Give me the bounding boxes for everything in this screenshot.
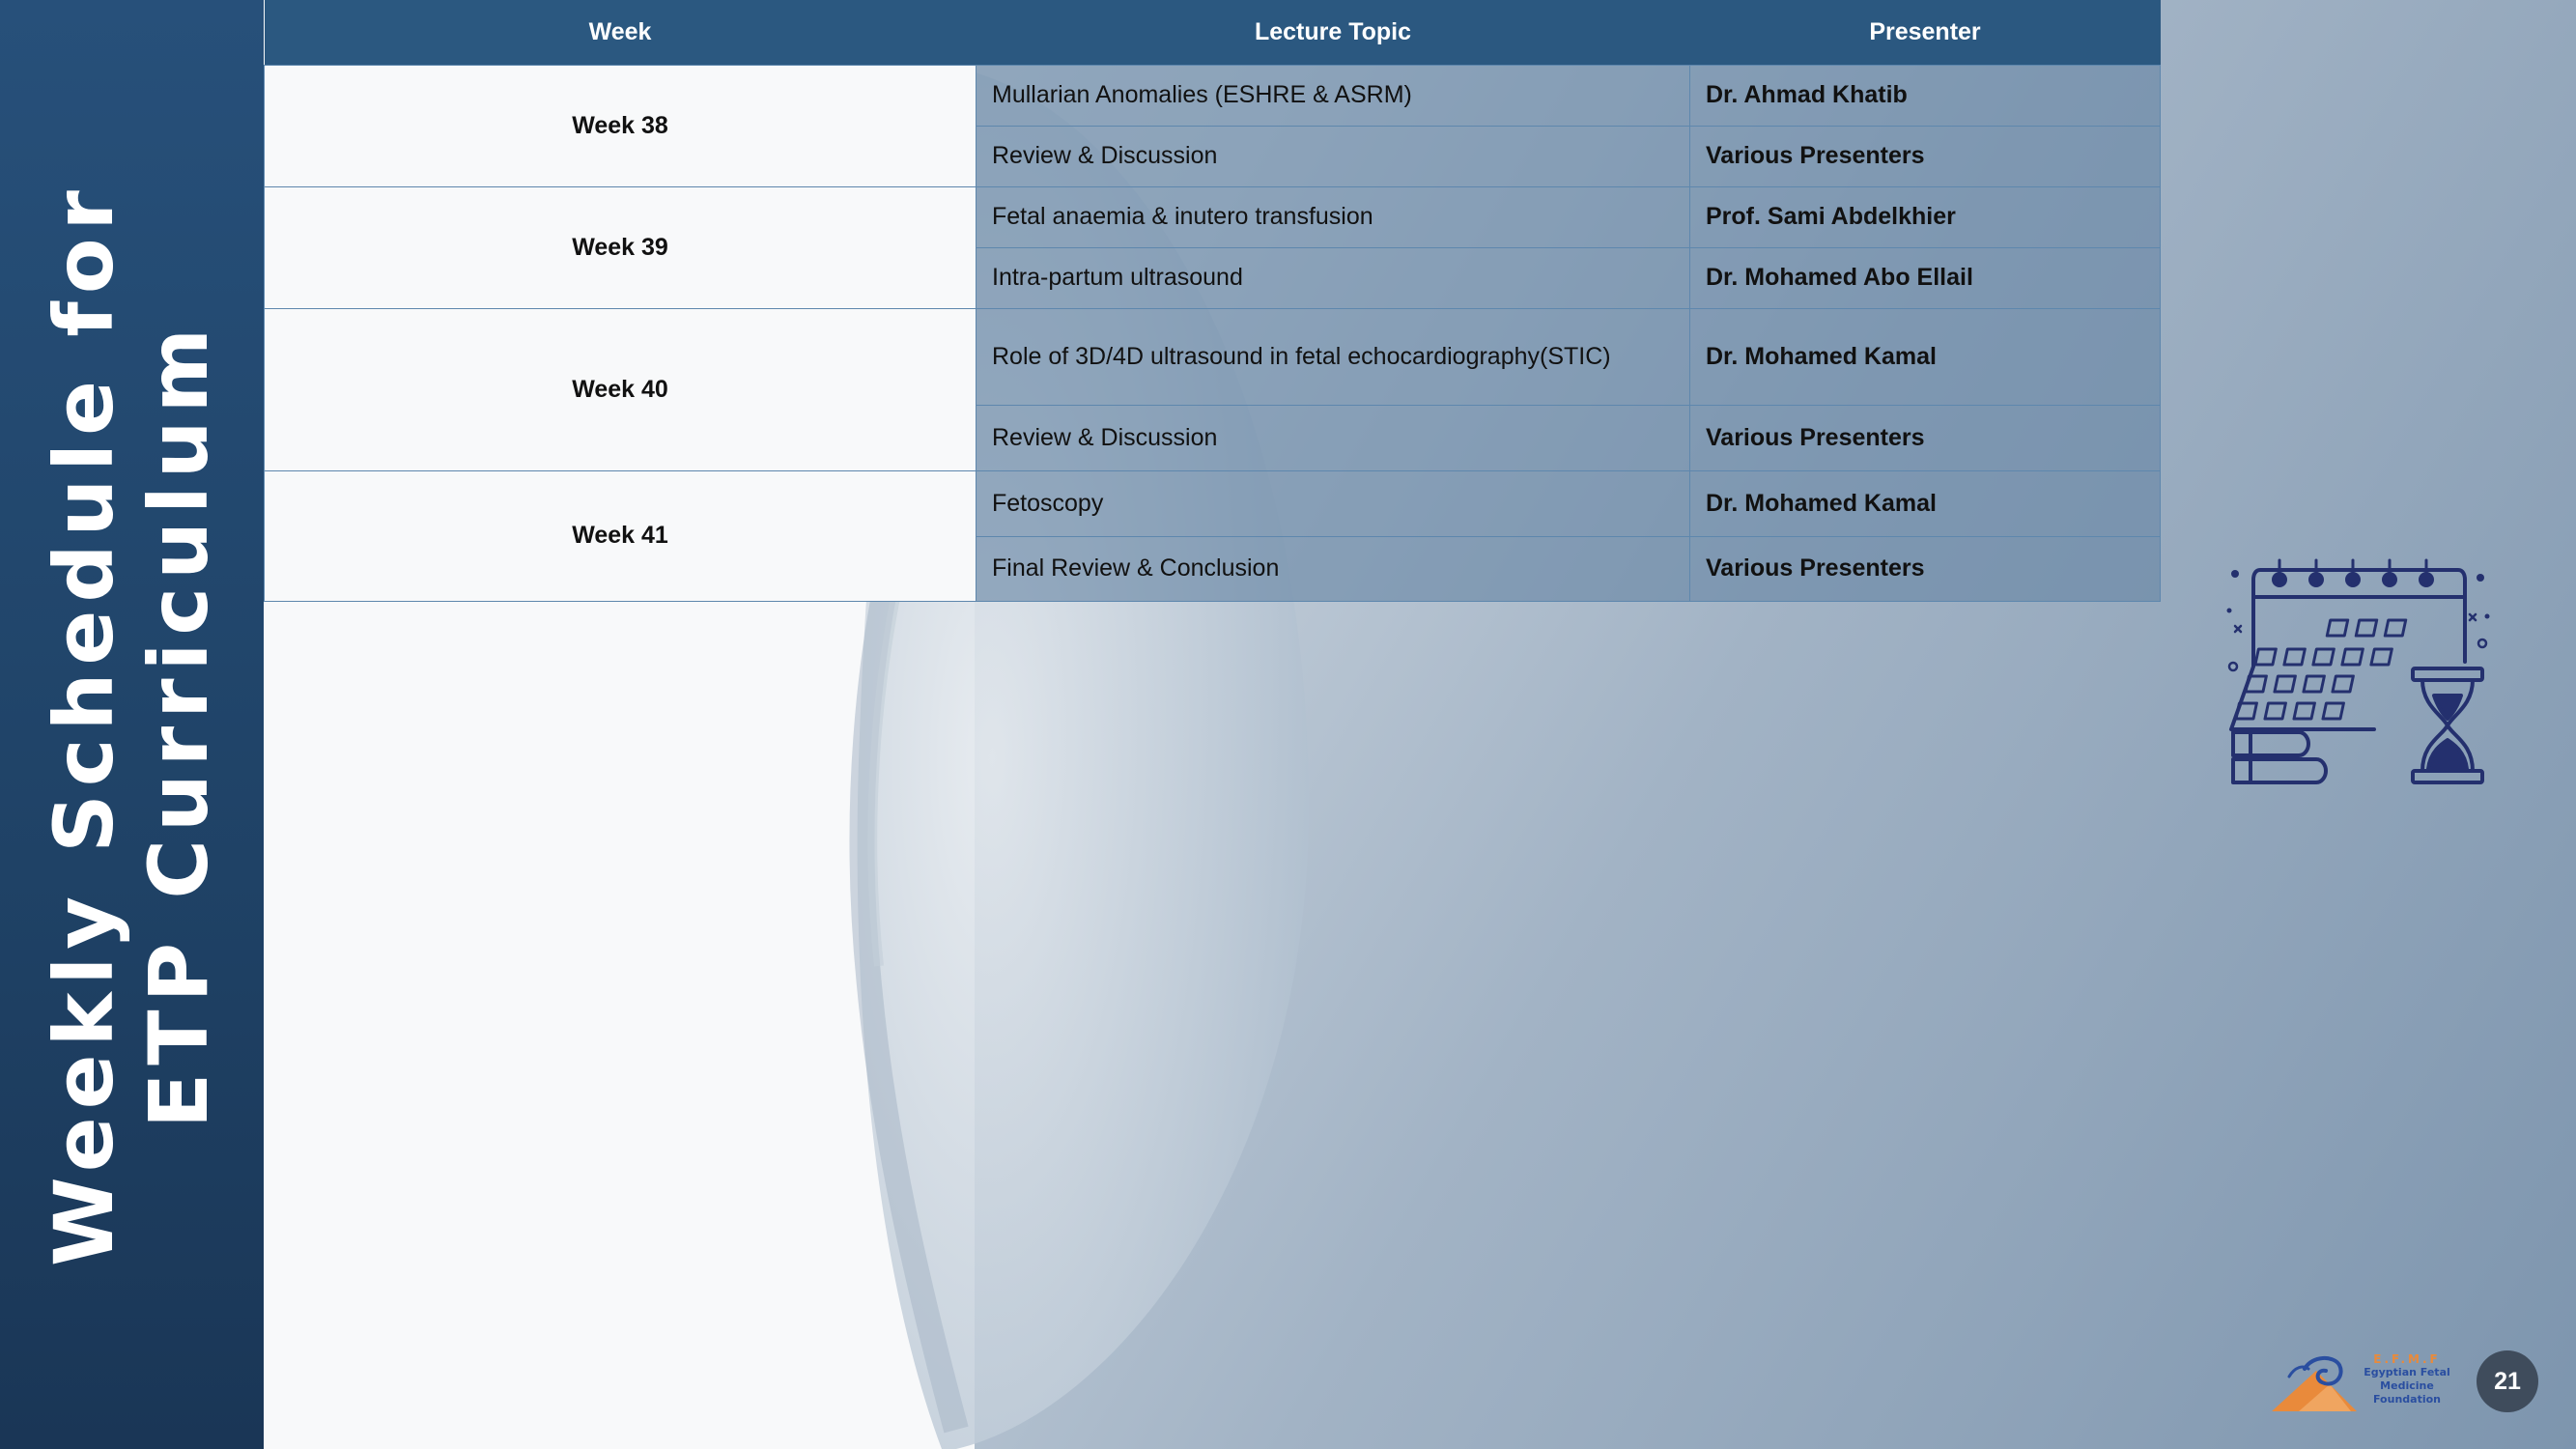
topic-cell: Intra-partum ultrasound <box>977 247 1690 308</box>
table-row <box>265 65 2161 126</box>
table-row <box>265 186 2161 247</box>
logo-name-line2: Medicine Foundation <box>2372 1379 2441 1406</box>
presenter-cell: Various Presenters <box>1690 536 2161 601</box>
table-row <box>265 470 2161 536</box>
week-cell: Week 41 <box>265 470 977 601</box>
presenter-cell: Dr. Mohamed Abo Ellail <box>1690 247 2161 308</box>
logo-text <box>2349 1352 2465 1406</box>
table-row <box>265 308 2161 405</box>
week-cell: Week 40 <box>265 308 977 470</box>
calendar-hourglass-icon <box>2222 551 2492 787</box>
logo-name-line1: Egyptian Fetal <box>2364 1366 2450 1378</box>
presenter-cell: Various Presenters <box>1690 405 2161 470</box>
logo-acronym: E.F.M.F <box>2373 1352 2441 1366</box>
presenter-cell: Dr. Mohamed Kamal <box>1690 308 2161 405</box>
header-topic: Lecture Topic <box>977 0 1690 65</box>
presenter-cell: Prof. Sami Abdelkhier <box>1690 186 2161 247</box>
topic-cell: Fetal anaemia & inutero transfusion <box>977 186 1690 247</box>
presenter-cell: Various Presenters <box>1690 126 2161 186</box>
topic-cell: Review & Discussion <box>977 126 1690 186</box>
slide-title: Weekly Schedule for ETP Curriculum <box>37 183 226 1266</box>
topic-cell: Review & Discussion <box>977 405 1690 470</box>
schedule-table <box>264 0 2161 602</box>
header-week: Week <box>265 0 977 65</box>
topic-cell: Mullarian Anomalies (ESHRE & ASRM) <box>977 65 1690 126</box>
presenter-cell: Dr. Mohamed Kamal <box>1690 470 2161 536</box>
topic-cell: Fetoscopy <box>977 470 1690 536</box>
page-number-badge: 21 <box>2477 1350 2538 1412</box>
header-row <box>265 0 2161 65</box>
week-cell: Week 39 <box>265 186 977 308</box>
header-presenter: Presenter <box>1690 0 2161 65</box>
topic-cell: Role of 3D/4D ultrasound in fetal echocardiography(STIC) <box>977 308 1690 405</box>
week-cell: Week 38 <box>265 65 977 186</box>
presenter-cell: Dr. Ahmad Khatib <box>1690 65 2161 126</box>
topic-cell: Final Review & Conclusion <box>977 536 1690 601</box>
